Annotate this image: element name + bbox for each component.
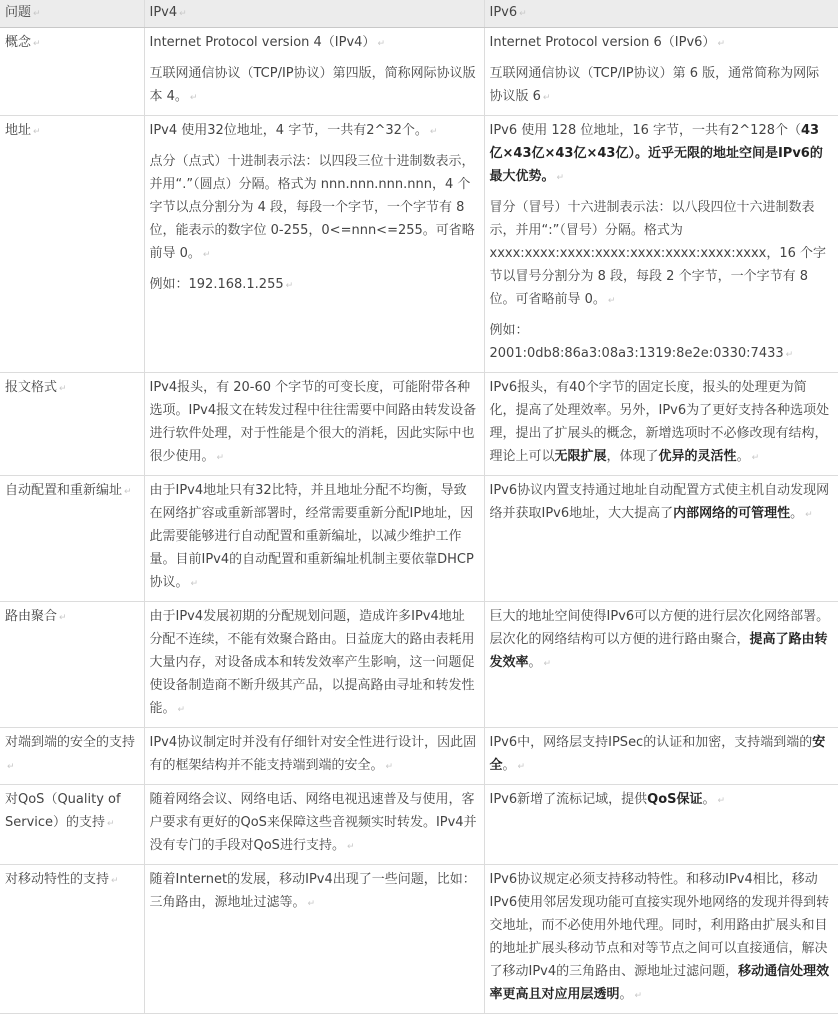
body-text: 冒分（冒号）十六进制表示法：以八段四位十六进制数表示，并用“:”（冒号）分隔。格式为 xxxx:xxxx:xxxx:xxxx:xxxx:xxxx:xxxx:xxxx，16 个字节以冒号分割分为 8 段，每段 2 个字节，一个字节有 8 位。可省略前导 0。 — [489, 200, 827, 307]
body-text: IPv4报头，有 20-60 个字节的可变长度，可能附带各种选项。IPv4报文在转发过程中往往需要中间路由转发设备进行软件处理，对于性能是个很大的消耗，因此实际中也很少使用。 — [149, 380, 477, 464]
ipv4-paragraph — [150, 31, 478, 56]
paragraph-mark-icon: ↵ — [429, 127, 438, 137]
ipv4-paragraph — [150, 868, 478, 916]
ipv4-paragraph — [150, 119, 478, 144]
ipv4-paragraph — [150, 376, 478, 470]
paragraph-mark-icon: ↵ — [717, 796, 726, 806]
paragraph-mark-icon: ↵ — [107, 819, 115, 829]
body-text: IPv6报头，有40个字节的固定长度，报头的处理更为简化，提高了处理效率。另外，IPv6为了更好支持各种选项处理，提出了扩展头的概念，新增选项时不必修改现有结构，理论上可以 — [489, 380, 830, 464]
row-topic: 自动配置和重新编址 ↵ — [0, 476, 144, 602]
ipv6-cell — [484, 476, 838, 602]
paragraph-mark-icon: ↵ — [33, 9, 41, 19]
row-topic: 概念 ↵ — [0, 28, 144, 116]
ipv4-paragraph — [150, 150, 478, 267]
body-text: 互联网通信协议（TCP/IP协议）第四版，简称网际协议版本 4。 — [149, 66, 476, 104]
paragraph-mark-icon: ↵ — [543, 659, 552, 669]
ipv6-paragraph — [490, 479, 833, 527]
paragraph-mark-icon: ↵ — [751, 453, 760, 463]
ipv6-cell — [484, 728, 838, 785]
header-ipv6: IPv6 ↵ — [484, 0, 838, 28]
paragraph-mark-icon: ↵ — [216, 453, 225, 463]
ipv6-paragraph — [490, 319, 833, 367]
table-row-auto-config — [0, 476, 838, 602]
body-text: 随着Internet的发展，移动IPv4出现了一些问题，比如：三角路由，源地址过滤等。 — [149, 872, 476, 910]
paragraph-mark-icon: ↵ — [607, 296, 616, 306]
ipv4-cell — [144, 28, 484, 116]
table-row-route-aggregation — [0, 602, 838, 728]
ipv6-cell — [484, 602, 838, 728]
paragraph-mark-icon: ↵ — [177, 705, 186, 715]
body-text: 点分（点式）十进制表示法：以四段三位十进制数表示，并用“.”（圆点）分隔。格式为 nnn.nnn.nnn.nnn，4 个字节以点分割分为 4 段，每段一个字节，一个字节有 8 位，能表示的数字位 0-255，0<=nnn<=255。可省略前导 0。 — [149, 154, 475, 261]
body-text: 互联网通信协议（TCP/IP协议）第 6 版，通常简称为网际协议版 6 — [489, 66, 820, 104]
body-text: IPv6 使用 128 位地址，16 字节，一共有2^128个（ — [489, 123, 801, 138]
ipv4-paragraph — [150, 731, 478, 779]
body-text: IPv6新增了流标记域，提供 — [489, 792, 648, 807]
ipv4-paragraph — [150, 605, 478, 722]
ipv6-cell — [484, 28, 838, 116]
paragraph-mark-icon: ↵ — [519, 9, 527, 19]
ipv6-cell — [484, 865, 838, 1014]
paragraph-mark-icon: ↵ — [542, 93, 551, 103]
ipv6-paragraph — [490, 376, 833, 470]
paragraph-mark-icon: ↵ — [59, 384, 67, 394]
body-text: 。 — [619, 987, 633, 1002]
ipv6-paragraph — [490, 62, 833, 110]
ipv4-cell — [144, 602, 484, 728]
body-text: IPv6协议规定必须支持移动特性。和移动IPv4相比，移动IPv6使用邻居发现功能可直接实现外地网络的发现并得到转交地址，而不必使用外地代理。同时，利用路由扩展头和目的地址扩展头移动节点和对等节点之间可以直接通信，解决了移动IPv4的三角路由、源地址过滤问题， — [489, 872, 830, 979]
ipv6-paragraph — [490, 196, 833, 313]
paragraph-mark-icon: ↵ — [202, 250, 211, 260]
body-text: IPv4协议制定时并没有仔细针对安全性进行设计，因此固有的框架结构并不能支持端到端的安全。 — [149, 735, 477, 773]
ipv6-paragraph — [490, 731, 833, 779]
emphasis-text: 提高了路由转发效率 — [489, 632, 828, 670]
ipv4-paragraph — [150, 62, 478, 110]
body-text: 。 — [736, 449, 750, 464]
body-text: ，体现了 — [606, 449, 659, 464]
paragraph-mark-icon: ↵ — [33, 39, 41, 49]
paragraph-mark-icon: ↵ — [556, 173, 565, 183]
paragraph-mark-icon: ↵ — [805, 510, 813, 520]
paragraph-mark-icon: ↵ — [634, 991, 643, 1001]
body-text: 。 — [528, 655, 542, 670]
ipv6-cell — [484, 373, 838, 476]
body-text: Internet Protocol version 6（IPv6） — [489, 35, 716, 50]
ipv4-paragraph — [150, 273, 478, 298]
paragraph-mark-icon: ↵ — [7, 762, 15, 772]
emphasis-text: 安全 — [489, 735, 826, 773]
emphasis-text: 43亿×43亿×43亿×43亿）。近乎无限的地址空间是IPv6的最大优势。 — [489, 123, 823, 184]
table-row-packet-format — [0, 373, 838, 476]
ipv6-paragraph — [490, 119, 833, 190]
body-text: 。 — [790, 506, 804, 521]
body-text: 随着网络会议、网络电话、网络电视迅速普及与使用，客户要求有更好的QoS来保障这些音视频实时转发。IPv4并没有专门的手段对QoS进行支持。 — [149, 792, 477, 853]
paragraph-mark-icon: ↵ — [59, 613, 67, 623]
row-topic: 报文格式 ↵ — [0, 373, 144, 476]
paragraph-mark-icon: ↵ — [190, 579, 199, 589]
paragraph-mark-icon: ↵ — [307, 899, 316, 909]
emphasis-text: 内部网络的可管理性 — [673, 506, 791, 521]
paragraph-mark-icon: ↵ — [179, 9, 187, 19]
ipv4-cell — [144, 116, 484, 373]
paragraph-mark-icon: ↵ — [717, 39, 725, 49]
emphasis-text: 无限扩展 — [554, 449, 607, 464]
table-row-qos — [0, 785, 838, 865]
paragraph-mark-icon: ↵ — [517, 762, 526, 772]
table-row-e2e-security — [0, 728, 838, 785]
body-text: 由于IPv4地址只有32比特，并且地址分配不均衡，导致在网络扩容或重新部署时，经常需要重新分配IP地址，因此需要能够进行自动配置和重新编址，以减少维护工作量。目前IPv4的自动配置和重新编址机制主要依靠DHCP协议。 — [149, 483, 474, 590]
emphasis-text: 优异的灵活性 — [658, 449, 737, 464]
body-text: 例如：2001:0db8:86a3:08a3:1319:8e2e:0330:7433 — [489, 323, 784, 361]
body-text: 。 — [502, 758, 516, 773]
header-ipv4: IPv4 ↵ — [144, 0, 484, 28]
ipv6-paragraph — [490, 605, 833, 676]
body-text: IPv6协议内置支持通过地址自动配置方式使主机自动发现网络并获取IPv6地址，大大提高了 — [489, 483, 830, 521]
ipv6-paragraph — [490, 31, 833, 56]
body-text: IPv4 使用32位地址，4 字节，一共有2^32个。 — [149, 123, 428, 138]
table-row-mobility — [0, 865, 838, 1014]
table-row-address — [0, 116, 838, 373]
paragraph-mark-icon: ↵ — [111, 876, 119, 886]
body-text: 巨大的地址空间使得IPv6可以方便的进行层次化网络部署。层次化的网络结构可以方便的进行路由聚合， — [489, 609, 830, 647]
body-text: 例如：192.168.1.255 — [149, 277, 284, 292]
header-topic: 问题 ↵ — [0, 0, 144, 28]
row-topic: 地址 ↵ — [0, 116, 144, 373]
body-text: IPv6中，网络层支持IPSec的认证和加密，支持端到端的 — [489, 735, 813, 750]
ipv4-cell — [144, 476, 484, 602]
paragraph-mark-icon: ↵ — [346, 842, 355, 852]
ipv4-cell — [144, 785, 484, 865]
paragraph-mark-icon: ↵ — [377, 39, 385, 49]
ipv4-cell — [144, 865, 484, 1014]
body-text: 。 — [702, 792, 716, 807]
ipv6-paragraph — [490, 788, 833, 813]
body-text: Internet Protocol version 4（IPv4） — [149, 35, 376, 50]
ipv4-cell — [144, 728, 484, 785]
row-topic: 路由聚合 ↵ — [0, 602, 144, 728]
row-topic: 对QoS（Quality of Service）的支持 ↵ — [0, 785, 144, 865]
body-text: 由于IPv4发展初期的分配规划问题，造成许多IPv4地址分配不连续，不能有效聚合路由。日益庞大的路由表耗用大量内存，对设备成本和转发效率产生影响，这一问题促使设备制造商不断升级其产品，以提高路由寻址和转发性能。 — [149, 609, 475, 716]
ipv6-cell — [484, 116, 838, 373]
ipv4-paragraph — [150, 479, 478, 596]
paragraph-mark-icon: ↵ — [385, 762, 394, 772]
row-topic: 对移动特性的支持 ↵ — [0, 865, 144, 1014]
ipv6-cell — [484, 785, 838, 865]
emphasis-text: 移动通信处理效率更高且对应用层透明 — [489, 964, 830, 1002]
paragraph-mark-icon: ↵ — [189, 93, 198, 103]
ipv6-paragraph — [490, 868, 833, 1008]
paragraph-mark-icon: ↵ — [124, 487, 132, 497]
ipv4-paragraph — [150, 788, 478, 859]
paragraph-mark-icon: ↵ — [33, 127, 41, 137]
paragraph-mark-icon: ↵ — [285, 281, 294, 291]
paragraph-mark-icon: ↵ — [785, 350, 794, 360]
header-row — [0, 0, 838, 28]
row-topic: 对端到端的安全的支持↵ — [0, 728, 144, 785]
ipv4-cell — [144, 373, 484, 476]
emphasis-text: QoS保证 — [647, 792, 703, 807]
table-row-concept — [0, 28, 838, 116]
